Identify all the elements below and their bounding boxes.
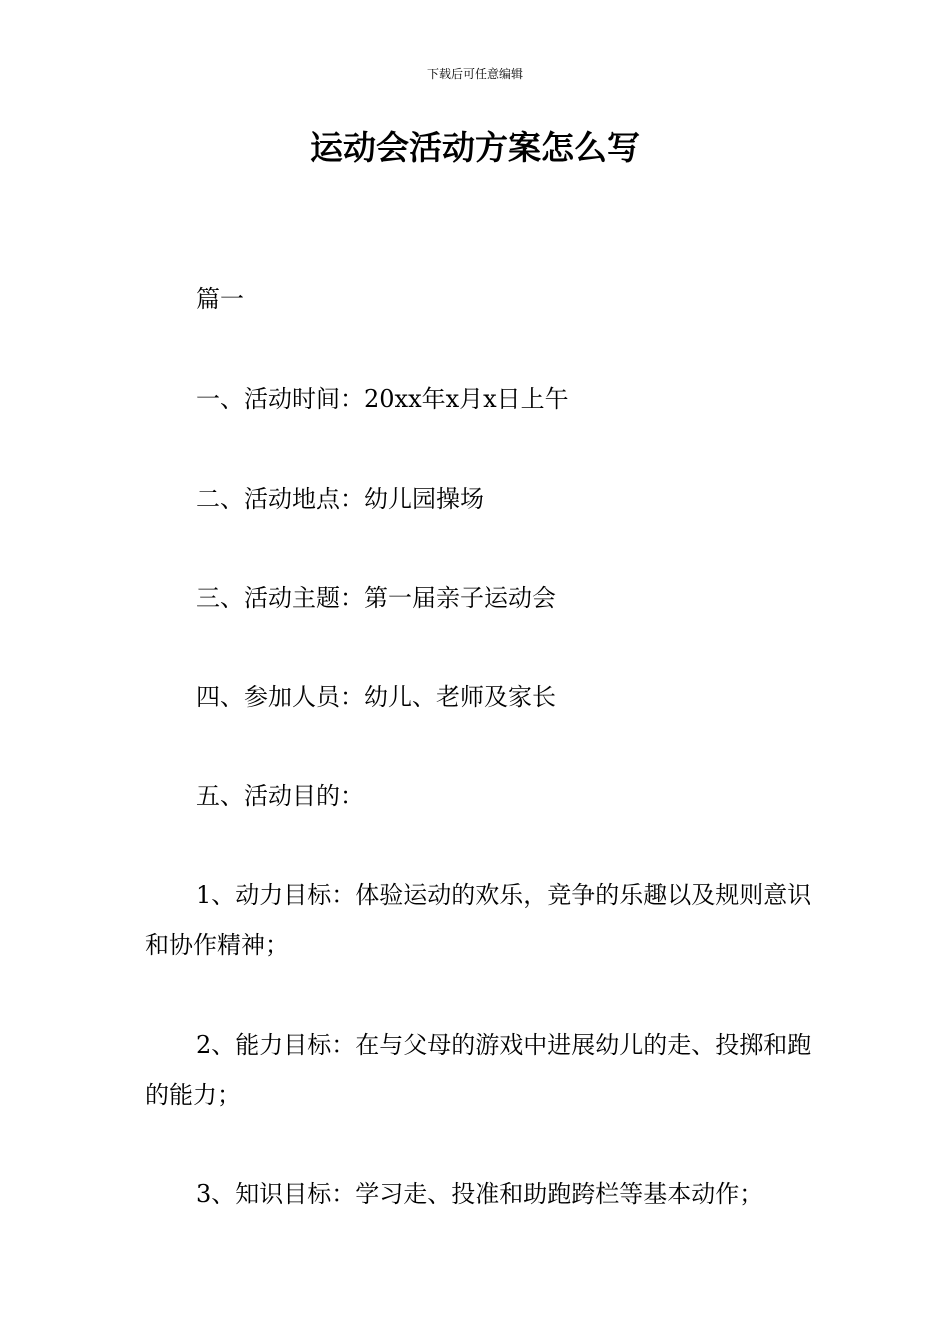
document-title: 运动会活动方案怎么写 [310,128,640,167]
paragraph-goal-knowledge: 3、知识目标：学习走、投准和助跑跨栏等基本动作； [196,1180,764,1208]
paragraph-activity-theme: 三、活动主题：第一届亲子运动会 [196,584,556,612]
paragraph-activity-purpose: 五、活动目的： [196,782,364,810]
paragraph-goal-ability: 2、能力目标：在与父母的游戏中进展幼儿的走、投掷和跑的能力； [145,1031,812,1109]
section-label: 篇一 [196,285,244,313]
page-header-note: 下载后可任意编辑 [426,67,523,81]
paragraph-activity-time: 一、活动时间：20xx年x月x日上午 [196,385,569,413]
paragraph-goal-motivation: 1、动力目标：体验运动的欢乐，竞争的乐趣以及规则意识和协作精神； [145,881,812,959]
paragraph-activity-location: 二、活动地点：幼儿园操场 [196,485,484,513]
paragraph-participants: 四、参加人员：幼儿、老师及家长 [196,683,556,711]
